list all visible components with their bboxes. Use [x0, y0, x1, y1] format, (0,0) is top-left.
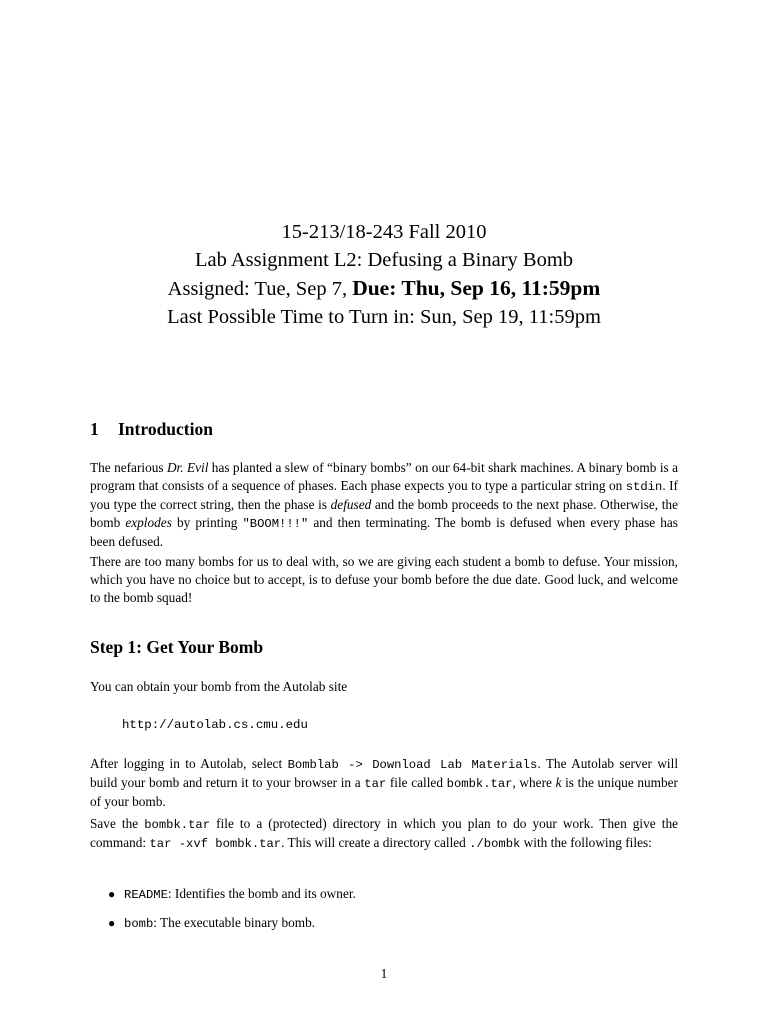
menu-path-code: Bomblab -> Download Lab Materials: [287, 758, 538, 772]
intro-paragraph-1: The nefarious Dr. Evil has planted a slew of “binary bombs” on our 64-bit shark machines. A binary bomb is a program that consists of a sequence of phases. Each phase expects you to type a particular string on stdin. If you type the correct string, then the phase is defused and the bomb proceeds to the next phase. Otherwise, the bomb explodes by printing "BOOM!!!" and then terminating. The bomb is defused when every phase has been defused.: [90, 460, 678, 549]
dr-evil-text: Dr. Evil: [166, 460, 209, 475]
dates-line: [0, 274, 768, 303]
intro-paragraph-2: There are too many bombs for us to deal with, so we are giving each student a bomb to defuse. Your mission, which you have no choice but to accept, is to defuse your bomb before the due date. Good luck, and welcome to the bomb squad!: [90, 554, 678, 605]
last-possible-time: Last Possible Time to Turn in: Sun, Sep 19, 11:59pm: [167, 306, 601, 328]
course-title: 15-213/18-243 Fall 2010: [281, 221, 487, 243]
lab-title: Lab Assignment L2: Defusing a Binary Bomb: [194, 249, 574, 271]
page-number: 1: [380, 966, 388, 981]
readme-code: README: [124, 888, 168, 902]
section-heading-introduction: [90, 419, 213, 440]
bullet-icon: ●: [108, 916, 116, 930]
boom-code: "BOOM!!!": [242, 517, 309, 531]
section-heading-step1: Step 1: Get Your Bomb: [90, 637, 264, 657]
list-item: ● bomb: The executable binary bomb.: [108, 915, 316, 931]
bomb-code: bomb: [124, 917, 154, 931]
tar-command-code: tar -xvf bombk.tar: [149, 837, 282, 851]
step1-paragraph-1: You can obtain your bomb from the Autolab site: [90, 679, 348, 694]
explodes-text: explodes: [125, 515, 172, 530]
autolab-url: http://autolab.cs.cmu.edu: [122, 718, 308, 732]
bomb-tar-code: bombk.tar: [446, 777, 513, 791]
title-block: [0, 218, 768, 331]
step1-paragraph-2: After logging in to Autolab, select Bomblab -> Download Lab Materials. The Autolab server will build your bomb and return it to your browser in a tar file called bombk.tar, where k is the unique number of your bomb.: [90, 756, 679, 809]
bomb-tar-code-2: bombk.tar: [144, 818, 211, 832]
step1-paragraph-3: Save the bombk.tar file to a (protected) directory in which you plan to do your work. Then give the command: tar -xvf bombk.tar. This will create a directory called ./bombk with the following files:: [90, 816, 678, 851]
defused-text: defused: [330, 497, 372, 512]
assigned-date: Assigned: Tue, Sep 7,: [167, 278, 353, 300]
k-variable: k: [555, 775, 562, 790]
list-item: ● README: Identifies the bomb and its owner.: [108, 886, 356, 902]
stdin-code: stdin: [625, 480, 663, 494]
bullet-icon: ●: [108, 887, 116, 901]
section-title: Introduction: [118, 419, 213, 439]
tar-code: tar: [364, 777, 387, 791]
section-number: 1: [90, 419, 99, 439]
due-date: Due: Thu, Sep 16, 11:59pm: [352, 276, 601, 300]
bomb-dir-code: ./bombk: [469, 837, 521, 851]
